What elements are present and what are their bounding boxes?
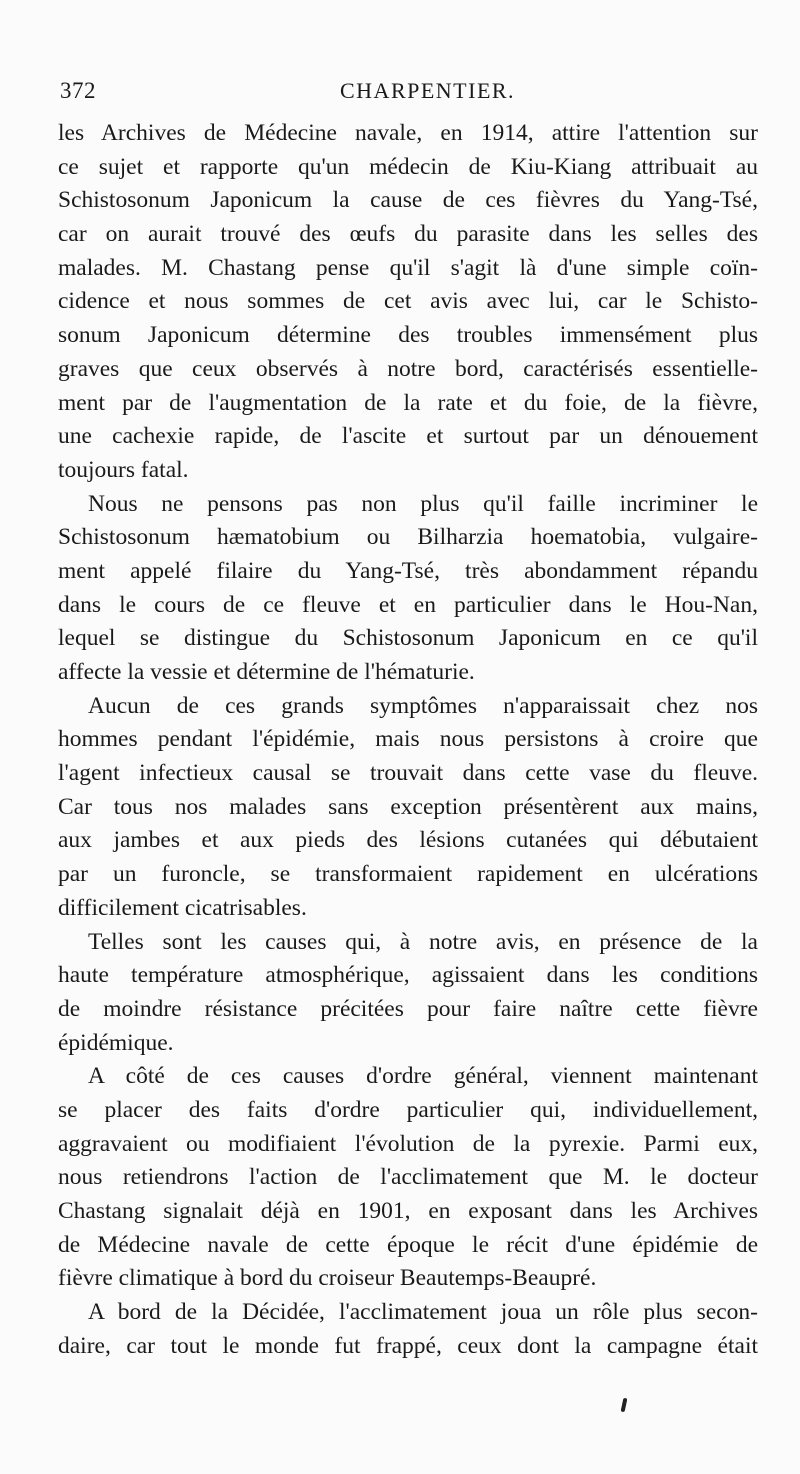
text-line: de Médecine navale de cette époque le récit d'une épidémie de <box>58 1231 758 1258</box>
text-line: difficilement cicatrisables. <box>58 894 307 921</box>
text-line: daire, car tout le monde fut frappé, ceux dont la campagne était <box>58 1332 758 1359</box>
text-line: graves que ceux observés à notre bord, caractérisés essentielle- <box>58 355 758 382</box>
text-line: aux jambes et aux pieds des lésions cutanées qui débutaient <box>58 827 758 854</box>
text-line: A bord de la Décidée, l'acclimatement joua un rôle plus secon- <box>88 1299 758 1326</box>
text-line: hommes pendant l'épidémie, mais nous persistons à croire que <box>58 726 758 753</box>
text-line: dans le cours de ce fleuve et en particulier dans le Hou-Nan, <box>58 591 758 618</box>
text-line: de moindre résistance précitées pour faire naître cette fièvre <box>58 995 758 1022</box>
text-line: une cachexie rapide, de l'ascite et surtout par un dénouement <box>58 423 758 450</box>
text-line: Schistosonum hæmatobium ou Bilharzia hoematobia, vulgaire- <box>58 524 758 551</box>
text-line: toujours fatal. <box>58 456 189 483</box>
text-line: nous retiendrons l'action de l'acclimatement que M. le docteur <box>58 1164 758 1191</box>
text-line: malades. M. Chastang pense qu'il s'agit là d'une simple coïn- <box>58 254 758 281</box>
running-head <box>60 78 760 108</box>
text-line: affecte la vessie et détermine de l'hématurie. <box>58 659 475 685</box>
text-line: car on aurait trouvé des œufs du parasite dans les selles des <box>58 221 758 248</box>
text-line: haute température atmosphérique, agissaient dans les conditions <box>58 962 758 989</box>
text-line: l'agent infectieux causal se trouvait dans cette vase du fleuve. <box>58 760 758 787</box>
text-line: par un furoncle, se transformaient rapidement en ulcérations <box>58 861 758 888</box>
text-line: ce sujet et rapporte qu'un médecin de Kiu-Kiang attribuait au <box>58 153 758 180</box>
page-number: 372 <box>60 78 96 103</box>
text-line: Nous ne pensons pas non plus qu'il faille incriminer le <box>88 490 758 517</box>
text-line: aggravaient ou modifiaient l'évolution de la pyrexie. Parmi eux, <box>58 1130 758 1157</box>
text-line: se placer des faits d'ordre particulier qui, individuellement, <box>58 1096 758 1123</box>
text-line: épidémique. <box>58 1029 174 1056</box>
text-line: cidence et nous sommes de cet avis avec lui, car le Schisto- <box>58 288 758 315</box>
running-title: CHARPENTIER. <box>340 78 516 103</box>
text-line: Chastang signalait déjà en 1901, en exposant dans les Archives <box>58 1198 758 1224</box>
body-text <box>58 117 758 1363</box>
text-line: lequel se distingue du Schistosonum Japonicum en ce qu'il <box>58 625 758 652</box>
text-line: ment par de l'augmentation de la rate et du foie, de la fièvre, <box>58 389 758 416</box>
text-line: ment appelé filaire du Yang-Tsé, très abondamment répandu <box>58 557 758 584</box>
text-line: Telles sont les causes qui, à notre avis, en présence de la <box>88 928 758 955</box>
ink-mark <box>621 1398 628 1413</box>
text-line: Schistosonum Japonicum la cause de ces fièvres du Yang-Tsé, <box>58 187 758 214</box>
text-line: Car tous nos malades sans exception présentèrent aux mains, <box>58 793 758 820</box>
text-line: les Archives de Médecine navale, en 1914, attire l'attention sur <box>58 120 758 146</box>
text-line: A côté de ces causes d'ordre général, viennent maintenant <box>88 1063 758 1090</box>
text-line: Aucun de ces grands symptômes n'apparaissait chez nos <box>88 692 758 719</box>
text-line: sonum Japonicum détermine des troubles immensément plus <box>58 322 758 349</box>
text-line: fièvre climatique à bord du croiseur Beautemps-Beaupré. <box>58 1265 597 1292</box>
